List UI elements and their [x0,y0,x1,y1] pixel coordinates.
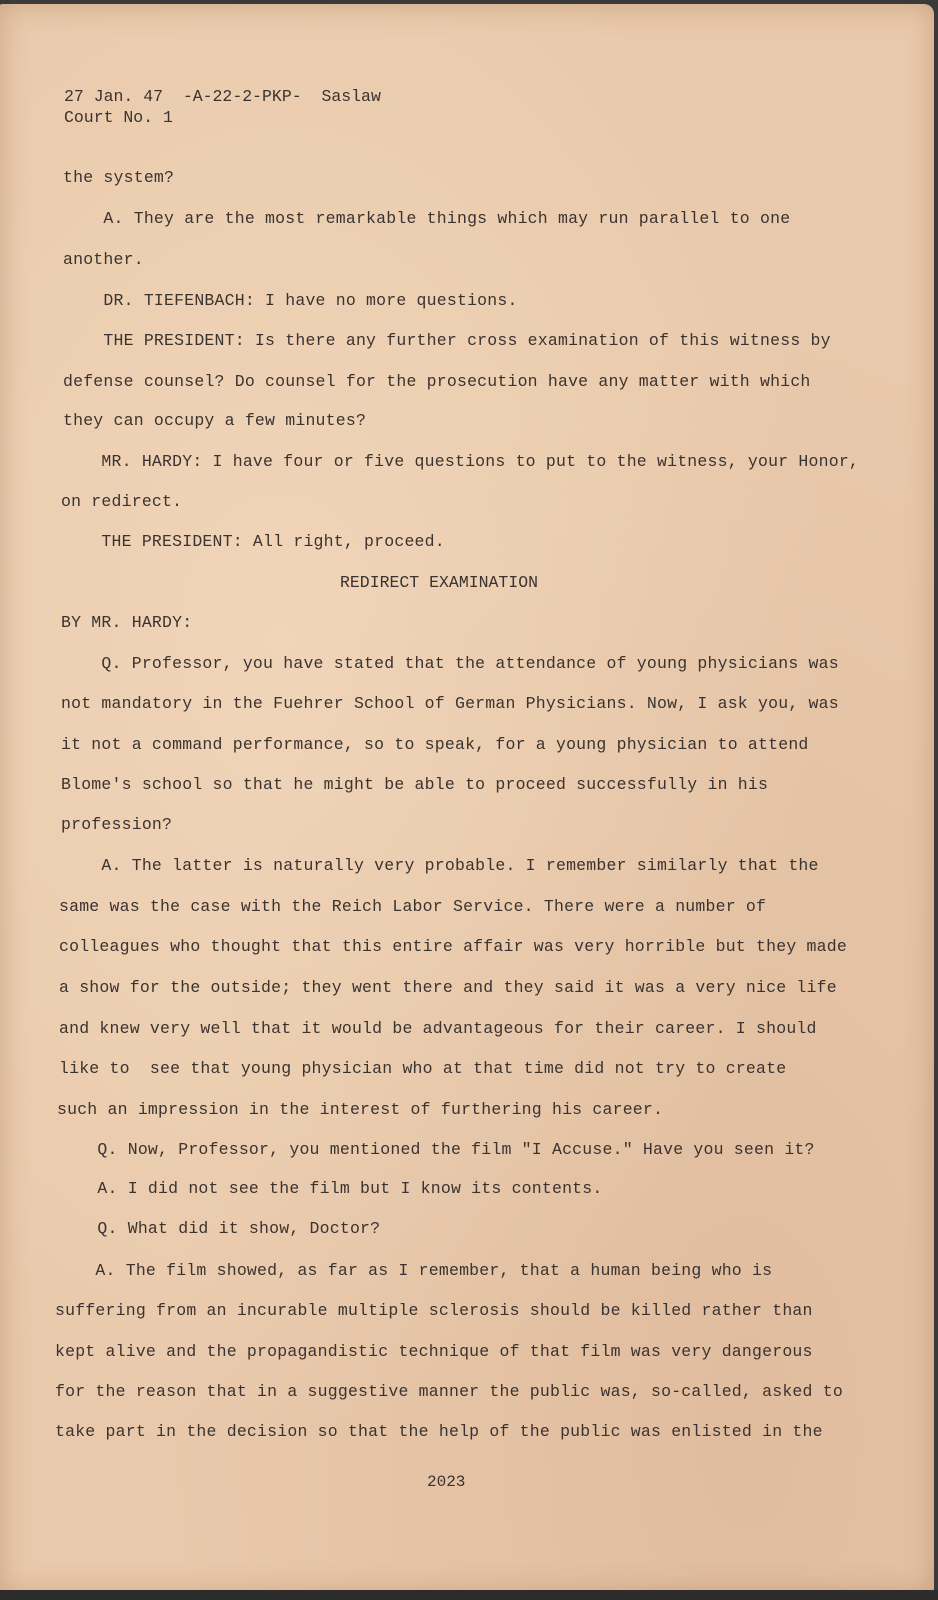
transcript-line: same was the case with the Reich Labor Service. There were a number of [59,897,767,916]
transcript-line: THE PRESIDENT: Is there any further cross examination of this witness by [63,331,831,350]
transcript-line: take part in the decision so that the help of the public was enlisted in the [55,1422,823,1441]
transcript-line: on redirect. [61,492,183,511]
transcript-line: suffering from an incurable multiple sclerosis should be killed rather than [55,1301,813,1320]
transcript-line: a show for the outside; they went there and they said it was a very nice life [59,978,837,997]
page-number: 2023 [427,1473,466,1491]
transcript-line: A. The film showed, as far as I remember, that a human being who is [55,1261,773,1280]
section-heading: REDIRECT EXAMINATION [340,573,539,592]
scan-edge [0,1590,938,1600]
transcript-line: THE PRESIDENT: All right, proceed. [61,532,445,551]
transcript-line: BY MR. HARDY: [61,613,193,632]
transcript-line: MR. HARDY: I have four or five questions to put to the witness, your Honor, [61,452,860,471]
transcript-line: like to see that young physician who at that time did not try to create [59,1059,787,1078]
page-header [64,86,381,128]
transcript-line: for the reason that in a suggestive manner the public was, so-called, asked to [55,1382,843,1401]
transcript-line: A. I did not see the film but I know its contents. [57,1179,603,1198]
transcript-line: profession? [61,815,173,834]
transcript-line: defense counsel? Do counsel for the prosecution have any matter with which [63,372,811,391]
transcript-line: they can occupy a few minutes? [63,411,367,430]
transcript-line: another. [63,250,144,269]
transcript-line: A. The latter is naturally very probable. I remember similarly that the [61,856,819,875]
transcript-line: not mandatory in the Fuehrer School of German Physicians. Now, I ask you, was [61,694,839,713]
transcript-line: Blome's school so that he might be able to proceed successfully in his [61,775,769,794]
header-court: Court No. 1 [64,108,173,127]
transcript-line: it not a command performance, so to speak, for a young physician to attend [61,735,809,754]
document-page [0,4,934,1594]
transcript-line: DR. TIEFENBACH: I have no more questions. [63,291,518,310]
transcript-line: the system? [63,168,175,187]
transcript-line: such an impression in the interest of furthering his career. [57,1100,664,1119]
transcript-line: Q. What did it show, Doctor? [57,1219,381,1238]
header-date-reference: 27 Jan. 47 -A-22-2-PKP- Saslaw [64,87,381,106]
transcript-line: and knew very well that it would be advantageous for their career. I should [59,1019,817,1038]
transcript-line: Q. Now, Professor, you mentioned the film "I Accuse." Have you seen it? [57,1140,815,1159]
transcript-line: kept alive and the propagandistic technique of that film was very dangerous [55,1342,813,1361]
transcript-line: A. They are the most remarkable things which may run parallel to one [63,209,791,228]
transcript-line: Q. Professor, you have stated that the attendance of young physicians was [61,654,839,673]
transcript-line: colleagues who thought that this entire affair was very horrible but they made [59,937,847,956]
